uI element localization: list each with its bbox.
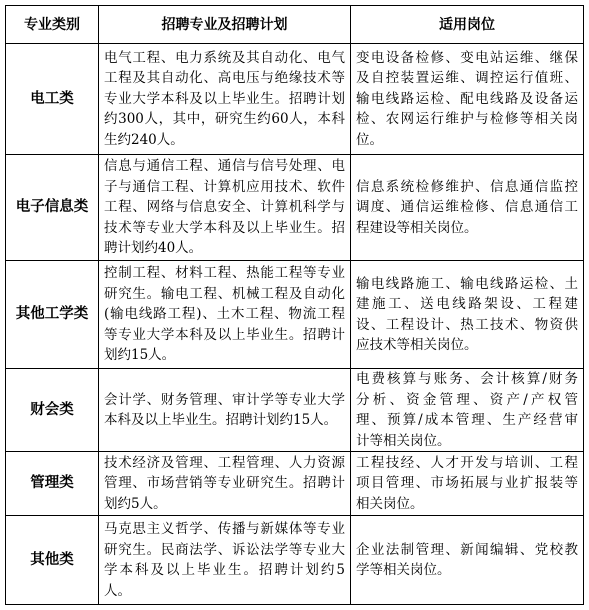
- header-positions: 适用岗位: [351, 6, 584, 44]
- category-cell: 财会类: [6, 369, 99, 452]
- majors-cell: [99, 155, 351, 261]
- positions-cell: [351, 155, 584, 261]
- majors-line: 电气工程、电力系统及其自动化、电气: [104, 49, 345, 66]
- majors-cell: [99, 369, 351, 452]
- category-cell: 管理类: [6, 452, 99, 516]
- majors-line: 划约15人。: [104, 347, 176, 364]
- positions-cell: [351, 369, 584, 452]
- majors-line: 技术经济及管理、工程管理、人力资源: [104, 454, 345, 471]
- majors-line: 人。: [104, 582, 131, 599]
- majors-line: 研究生。输电工程、机械工程及自动化: [104, 285, 345, 302]
- majors-line: 本科及以上毕业生。招聘计划约15人。: [104, 412, 338, 428]
- majors-line: 技术等专业大学本科及以上毕业生。招: [104, 219, 345, 236]
- majors-line: 马克思主义哲学、传播与新媒体等专业: [104, 521, 345, 537]
- positions-line: 信息系统检修维护、信息通信监控: [356, 178, 578, 195]
- positions-line: 企业法制管理、新闻编辑、党校教: [356, 541, 578, 558]
- majors-cell: [99, 44, 351, 155]
- positions-line: 设、工程设计、热工技术、物资供: [356, 316, 578, 333]
- table-row: [6, 261, 584, 369]
- positions-line: 检、农网运行维护与检修等相关岗: [356, 111, 578, 128]
- majors-line: 子与通信工程、计算机应用技术、软件: [104, 178, 345, 195]
- positions-line: 应技术等相关岗位。: [356, 337, 478, 353]
- category-cell: 电工类: [6, 44, 99, 155]
- table-row: [6, 155, 584, 261]
- majors-line: 划约5人。: [104, 495, 167, 512]
- positions-line: 位。: [356, 131, 383, 148]
- majors-line: 工程、网络与信息安全、计算机科学与: [104, 199, 345, 216]
- table-row: [6, 452, 584, 516]
- recruitment-table: [5, 5, 584, 605]
- majors-line: 专业大学本科及以上毕业生。招聘计划: [104, 90, 345, 107]
- positions-cell: [351, 261, 584, 369]
- positions-line: 建施工、送电线路架设、工程建: [356, 296, 578, 312]
- majors-line: 生约240人。: [104, 131, 184, 148]
- majors-line: 学本科及以上毕业生。招聘计划约5: [104, 562, 345, 578]
- positions-cell: [351, 44, 584, 155]
- table-row: [6, 369, 584, 452]
- positions-line: 项目管理、市场拓展与业扩报装等: [356, 475, 578, 492]
- majors-cell: [99, 452, 351, 516]
- positions-line: 程建设等相关岗位。: [356, 219, 478, 236]
- positions-line: 输电线路施工、输电线路运检、土: [356, 275, 578, 292]
- positions-line: 学等相关岗位。: [356, 562, 451, 578]
- positions-line: 变电设备检修、变电站运维、继保: [356, 49, 578, 66]
- positions-line: 分析、资金管理、资产/产权管: [356, 391, 578, 408]
- positions-line: 计等相关岗位。: [356, 432, 451, 449]
- positions-line: 电费核算与账务、会计核算/财务: [356, 371, 578, 387]
- category-cell: 其他类: [6, 516, 99, 605]
- table-header: [6, 6, 584, 44]
- majors-line: 管理、市场营销等专业研究生。招聘计: [104, 475, 345, 492]
- majors-line: 控制工程、材料工程、热能工程等专业: [104, 265, 345, 282]
- positions-cell: [351, 516, 584, 605]
- table-body: [6, 44, 584, 605]
- category-cell: 其他工学类: [6, 261, 99, 369]
- positions-line: 输电线路运检、配电线路及设备运: [356, 90, 578, 107]
- positions-line: 调度、通信运维检修、信息通信工: [356, 199, 578, 216]
- positions-line: 相关岗位。: [356, 495, 424, 512]
- category-cell: 电子信息类: [6, 155, 99, 261]
- majors-line: 信息与通信工程、通信与信号处理、电: [104, 158, 345, 175]
- majors-line: 约300人，其中，研究生约60人，本科: [104, 111, 345, 128]
- majors-line: 工程及其自动化、高电压与绝缘技术等: [104, 70, 345, 87]
- majors-line: (输电线路工程)、土木工程、物流工程: [104, 306, 345, 323]
- positions-line: 及自控装置运维、调控运行值班、: [356, 70, 578, 87]
- majors-cell: [99, 516, 351, 605]
- header-majors: 招聘专业及招聘计划: [99, 6, 351, 44]
- majors-line: 会计学、财务管理、审计学等专业大学: [104, 391, 345, 408]
- positions-cell: [351, 452, 584, 516]
- table-row: [6, 44, 584, 155]
- positions-line: 工程技经、人才开发与培训、工程: [356, 454, 578, 471]
- table-row: [6, 516, 584, 605]
- majors-line: 研究生。民商法学、诉讼法学等专业大: [104, 541, 345, 558]
- header-category: 专业类别: [6, 6, 99, 44]
- majors-line: 聘计划约40人。: [104, 240, 203, 257]
- majors-cell: [99, 261, 351, 369]
- header-row: [6, 6, 584, 44]
- majors-line: 等专业大学本科及以上毕业生。招聘计: [104, 326, 345, 343]
- positions-line: 理、预算/成本管理、生产经营审: [356, 412, 578, 428]
